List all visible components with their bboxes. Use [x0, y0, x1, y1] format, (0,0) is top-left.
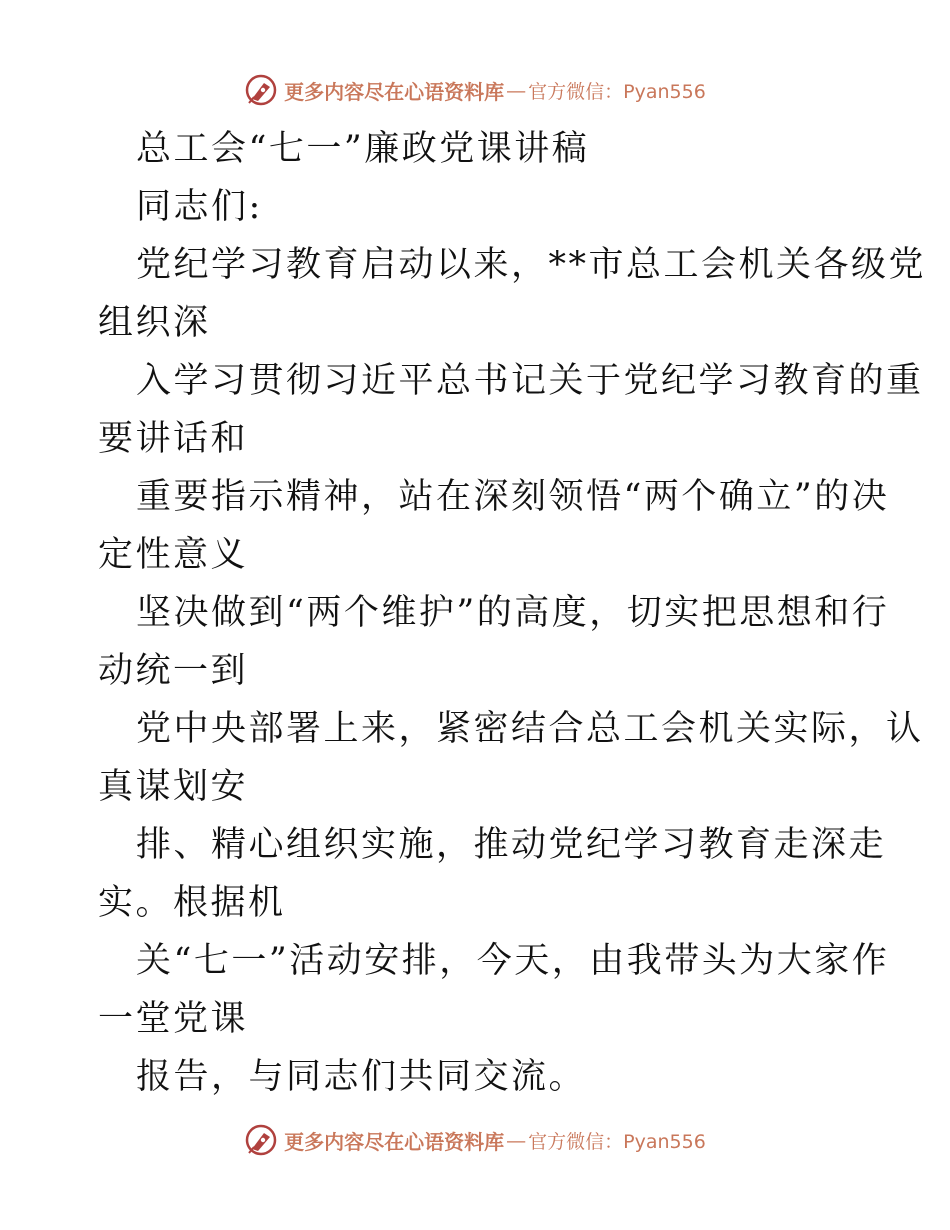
footer-banner [0, 1120, 950, 1160]
banner-separator: — [506, 78, 527, 102]
pen-nib-logo-icon [244, 73, 278, 107]
site-name-text: 更多内容尽在心语资料库 [284, 79, 505, 104]
paragraph-line: 坚决做到“两个维护”的高度，切实把思想和行 [136, 593, 890, 633]
document-title: 总工会“七一”廉政党课讲稿 [136, 129, 590, 169]
wechat-contact-text: 官方微信：Pyan556 [528, 80, 706, 103]
salutation: 同志们: [136, 187, 263, 227]
site-name-text: 更多内容尽在心语资料库 [284, 1129, 505, 1154]
paragraph-line: 组织深 [98, 303, 211, 343]
document-body [98, 120, 927, 1106]
paragraph-line: 党中央部署上来，紧密结合总工会机关实际，认 [136, 709, 924, 749]
paragraph-line: 排、精心组织实施，推动党纪学习教育走深走 [136, 825, 887, 865]
banner-separator: — [506, 1128, 527, 1152]
paragraph-line: 定性意义 [98, 535, 249, 575]
paragraph-line: 关“七一”活动安排，今天，由我带头为大家作 [136, 941, 890, 981]
paragraph-line: 党纪学习教育启动以来，**市总工会机关各级党 [136, 245, 927, 285]
paragraph-line: 实。根据机 [98, 883, 286, 923]
paragraph-line: 入学习贯彻习近平总书记关于党纪学习教育的重 [136, 361, 924, 401]
wechat-contact-text: 官方微信：Pyan556 [528, 1130, 706, 1153]
paragraph-line: 重要指示精神，站在深刻领悟“两个确立”的决 [136, 477, 890, 517]
header-banner [0, 70, 950, 110]
paragraph-line: 一堂党课 [98, 999, 249, 1039]
paragraph-line: 真谋划安 [98, 767, 249, 807]
paragraph-line: 动统一到 [98, 651, 249, 691]
paragraph-line: 要讲话和 [98, 419, 249, 459]
pen-nib-logo-icon [244, 1123, 278, 1157]
paragraph-line: 报告，与同志们共同交流。 [136, 1057, 587, 1097]
